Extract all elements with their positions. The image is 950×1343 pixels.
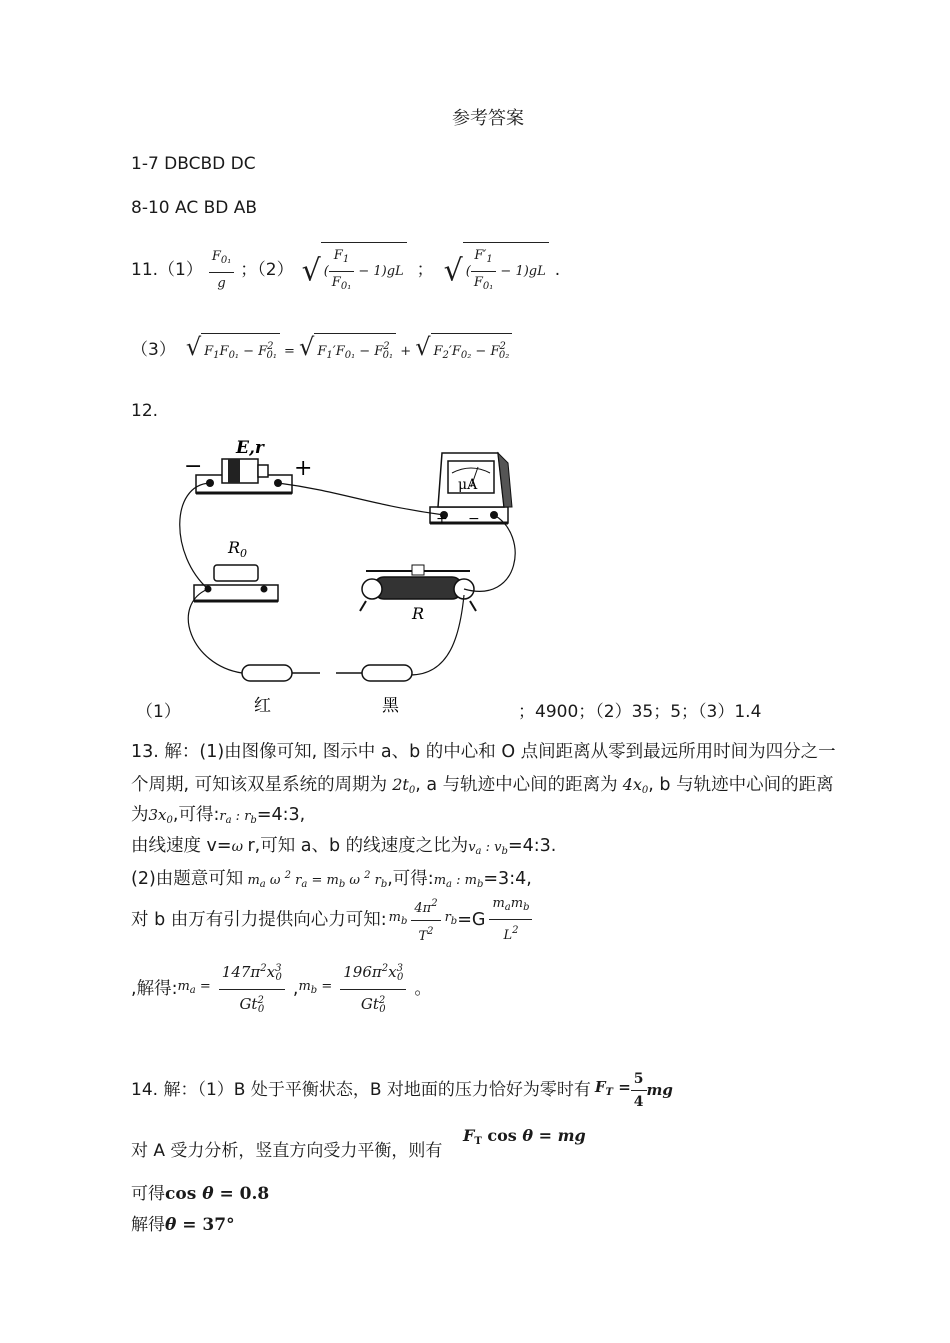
ammeter-label: μA [458,477,478,493]
mc-answers-8-10: 8-10 AC BD AB [131,198,258,218]
resistor-r0 [194,538,278,601]
q13-line-4: 由线速度 v=ω r,可知 a、b 的线速度之比为$v_a$ : $v_b=4:3$. [131,836,557,857]
q12-answer-label: （1） [136,702,181,722]
battery-plus: + [294,456,313,481]
q11-separator: ； [416,260,434,280]
q14-line-3: 可得cos θ = 0.8 [131,1184,270,1204]
black-probe-label: 黑 [382,696,399,715]
q11-part2: ；（2） [240,260,294,280]
q13-line-2: 个周期, 可知该双星系统的周期为 $2t_0$, a 与轨迹中心间的距离为 $4x_0$, b 与轨迹中心间的距离 [131,775,834,796]
red-probe-label: 红 [254,696,271,715]
q14-line-1: 14. 解：（1）B 处于平衡状态，B 对地面的压力恰好为零时有 $F_T$ = $\frac{5}{4}$ mg [131,1068,673,1112]
q14-equation-2: $F_T$ cos θ = mg [463,1126,586,1147]
q13-line-1: 13. 解：(1)由图像可知, 图示中 a、b 的中心和 O 点间距离从零到最远所用时间为四分之一 [131,742,836,762]
rheostat [360,565,476,623]
r0-label: $R_0$ [228,538,248,560]
q13-line-6: 对 b 由万有引力提供向心力可知: $m_b$ $\frac{4\pi^2}{T^2}$ $r_b$ =G $\frac{m_am_b}{L^2}$ [131,896,532,944]
rheostat-label: R [412,604,425,623]
ammeter-minus: − [468,511,480,527]
q13-line-3: 为$3x_0$,可得$:r_a$ : $r_b=4:3$, [131,805,306,826]
probes [242,665,412,681]
battery-minus: − [184,454,203,479]
q14-line-4: 解得θ = 37° [131,1215,235,1235]
q11-line [131,245,560,295]
microammeter [430,453,512,527]
q11-formula-4: √ $F_1F_{0_1} - F^2_{0_1}$ = √ $F_1'F_{0_1} - F^2_{0_1}$ + √ $F_2'F_{0_2} - F^2_{0_2}$ [186,333,512,367]
q11-end: . [554,260,561,280]
q11-formula-2: √ ( $\frac{F_1}{F_{0_1}}$ − 1)gL [302,242,407,298]
mc-answers-1-7: 1-7 DBCBD DC [131,154,256,174]
ammeter-plus: + [436,511,448,527]
q11-formula-1: $\frac{F_{0_1}}{g}$ [209,246,234,295]
q14-line-2: 对 A 受力分析，竖直方向受力平衡，则有 [131,1141,443,1161]
q11-label: 11.（1） [131,260,203,280]
circuit-diagram [160,435,530,715]
q11-formula-3: √ ( $\frac{F'_1}{F_{0_1}}$ − 1)gL [444,242,549,298]
page-title: 参考答案 [452,108,524,129]
q12-answer-rest: ；4900；（2）35；5；（3）1.4 [518,702,762,722]
battery-label: E,r [236,438,264,458]
q11-part3-line [131,330,512,370]
q13-line-7: ,解得: $m_a$ = $\frac{147\pi^2x^3_0}{Gt^2_0}$ , $m_b$ = $\frac{196\pi^2x^3_0}{Gt^2_0}$ 。 [131,960,432,1018]
q12-label: 12. [131,401,159,421]
q13-line-5: (2)由题意可知 $m_a$ ω $^2$ $r_a = m_b$ ω $^2$ $r_b$,可得$:m_a$ : $m_b=3:4$, [131,869,532,890]
q11-part3-label: （3） [131,340,176,360]
